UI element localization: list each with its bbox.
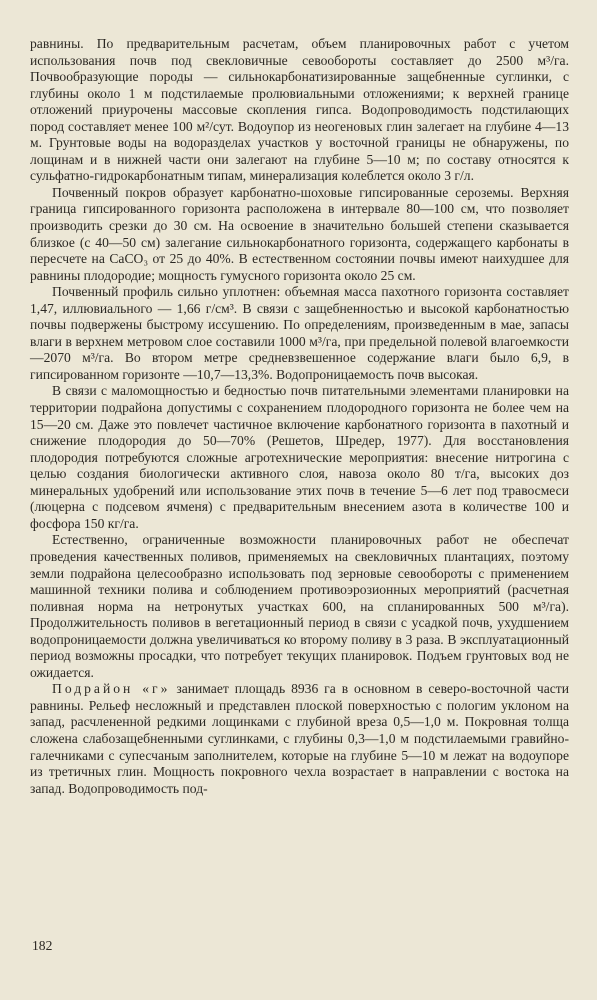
paragraph-subregion-g (30, 681, 569, 797)
subregion-heading: Подрайон «г» (52, 681, 171, 697)
subregion-text: занимает площадь 8936 га в основном в северо-восточной части равнины. Рельеф несложный и представлен плоской поверхностью с пологим уклоном на запад, расчлененной редкими лощинками с глубиной вреза 0,5—1,0 м. Покровная толща сложена слабозащебненными суглинками, с глубины 0,3—1,0 м подстилаемыми гравийно-галечниками с супесчаным заполнителем, которые на глубине 5—10 м лежат на водоупоре из третичных глин. Мощность покровного чехла возрастает в направлении с востока на запад. Водопроводимость под- (30, 681, 569, 796)
paragraph-soil-cover: Почвенный покров образует карбонатно-шоховые гипсированные сероземы. Верхняя граница гипсированного горизонта расположена в интервале 80—100 см, что позволяет производить срезки до 30 см. На освоение в значительно большей степени сказывается близкое (с 40—50 см) залегание сильнокарбонатного горизонта, содержащего карбонаты в пересчете на CaCO₃ от 25 до 40%. В естественном состоянии почвы имеют наихудшее для равнины плодородие; мощность гумусного горизонта около 25 см. (30, 184, 569, 283)
paragraph-irrigation: Естественно, ограниченные возможности планировочных работ не обеспечат проведения качественных поливов, применяемых на свекловичных плантациях, поэтому земли подрайона целесообразно использовать под зерновые севообороты с применением машинной техники полива и соблюдением противоэрозионных мероприятий (расчетная поливная норма на нетронутых участках 600, на спланированных 500 м³/га). Продолжительность поливов в вегетационный период в связи с усадкой почв, ухудшением водопроницаемости должна увеличиваться ко второму поливу в 3 раза. В эксплуатационный период возможны просадки, что потребует текущих планировок. Подъем грунтовых вод не ожидается. (30, 532, 569, 680)
paragraph-soil-profile: Почвенный профиль сильно уплотнен: объемная масса пахотного горизонта составляет 1,47, иллювиального — 1,66 г/см³. В связи с защебненностью и высокой карбонатностью почвы подвержены быстрому иссушению. По определениям, произведенным в мае, запасы влаги в верхнем метровом слое составили 1000 м³/га, при предельной полевой влагоемкости —2070 м³/га. Во втором метре средневзвешенное содержание влаги было 6,9, в гипсированном горизонте —10,7—13,3%. Водопроницаемость почв высокая. (30, 284, 569, 382)
paragraph-continuation: равнины. По предварительным расчетам, объем планировочных работ с учетом использования почв под свекловичные севообороты составляет до 2500 м³/га. Почвообразующие породы — сильнокарбонатизированные защебненные суглинки, с глубины около 1 м подстилаемые пролювиальными отложениями; к верхней границе отложений приурочены массовые скопления гипса. Водопроводимость подстилающих пород составляет менее 100 м²/сут. Водоупор из неогеновых глин залегает на глубине 4—13 м. Грунтовые воды на водоразделах участков у восточной границы не обнаружены, по лощинам и в нижней части они залегают на глубине 5—10 м; по составу относятся к сульфатно-гидрокарбонатным типам, минерализация колеблется около 3 г/л. (30, 36, 569, 184)
page-number: 182 (32, 938, 53, 953)
paragraph-planning-limits: В связи с маломощностью и бедностью почв питательными элементами планировки на территории подрайона допустимы с сохранением плодородного горизонта не более чем на 15—20 см. Даже это повлечет частичное включение карбонатного горизонта в пахотный и снижение плодородия до 50—70% (Решетов, Шредер, 1977). Для восстановления плодородия потребуются сложные агротехнические мероприятия: внесение нитрогина с целью создания биологически активного слоя, навоза около 80 т/га, высоких доз минеральных удобрений или использование этих почв в течение 5—6 лет под травосмеси (люцерна с подсевом ячменя) с предварительным внесением азота в количестве 100 и фосфора 150 кг/га. (30, 383, 569, 531)
